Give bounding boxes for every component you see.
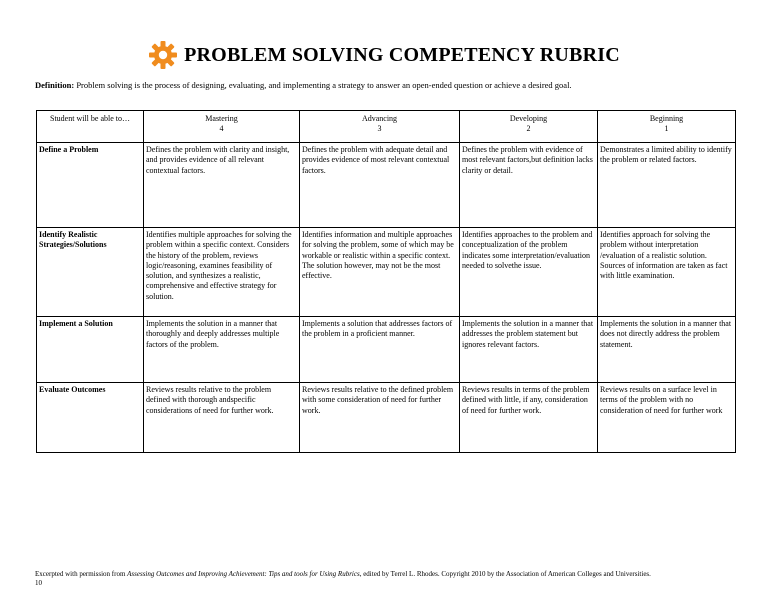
gear-icon xyxy=(148,40,178,70)
criterion-cell: Define a Problem xyxy=(37,143,144,228)
header-level-mastering xyxy=(144,111,300,143)
rubric-cell: Reviews results in terms of the problem defined with little, if any, consideration of need for further work. xyxy=(460,383,598,453)
rubric-cell: Identifies approaches to the problem and conceptualization of the problem indicates some interpretation/evaluation needed to solvethe issue. xyxy=(460,228,598,317)
level-name: Mastering xyxy=(205,114,238,123)
rubric-cell: Implements the solution in a manner that thoroughly and deeply addresses multiple factors of the problem. xyxy=(144,317,300,383)
definition xyxy=(35,80,735,90)
rubric-cell: Identifies multiple approaches for solving the problem within a specific context. Considers the history of the problem, reviews logic/reasoning, examines feasibility of solution, and synthesizes a realistic, comprehensive and effective strategy for solution. xyxy=(144,228,300,317)
header-corner: Student will be able to… xyxy=(37,111,144,143)
table-row xyxy=(37,228,736,317)
rubric-cell: Reviews results on a surface level in terms of the problem with no consideration of need for further work xyxy=(598,383,736,453)
rubric-table xyxy=(36,110,736,453)
table-row xyxy=(37,317,736,383)
rubric-cell: Implements the solution in a manner that addresses the problem statement but ignores relevant factors. xyxy=(460,317,598,383)
table-header-row xyxy=(37,111,736,143)
footer xyxy=(35,570,755,588)
rubric-cell: Reviews results relative to the problem defined with thorough andspecific considerations of need for further work. xyxy=(144,383,300,453)
header-level-beginning xyxy=(598,111,736,143)
level-name: Developing xyxy=(509,114,548,123)
criterion-cell: Identify Realistic Strategies/Solutions xyxy=(37,228,144,317)
criterion-cell: Evaluate Outcomes xyxy=(37,383,144,453)
table-row xyxy=(37,143,736,228)
level-score: 2 xyxy=(526,124,531,134)
footer-post: , edited by Terrel L. Rhodes. Copyright 2010 by the Association of American Colleges and Universities. xyxy=(359,570,651,578)
rubric-cell: Defines the problem with adequate detail and provides evidence of most relevant contextual factors. xyxy=(300,143,460,228)
rubric-cell: Implements the solution in a manner that does not directly address the problem statement. xyxy=(598,317,736,383)
header-level-developing xyxy=(460,111,598,143)
criterion-cell: Implement a Solution xyxy=(37,317,144,383)
level-name: Beginning xyxy=(649,114,684,123)
rubric-cell: Reviews results relative to the defined problem with some consideration of need for further work. xyxy=(300,383,460,453)
header-level-advancing xyxy=(300,111,460,143)
rubric-cell: Implements a solution that addresses factors of the problem in a proficient manner. xyxy=(300,317,460,383)
level-score: 4 xyxy=(219,124,224,134)
rubric-cell: Identifies approach for solving the problem without interpretation /evaluation of a realistic solution. Sources of information are taken as fact with little examination. xyxy=(598,228,736,317)
definition-label: Definition: xyxy=(35,80,75,90)
rubric-cell: Defines the problem with evidence of most relevant factors,but definition lacks clarity or detail. xyxy=(460,143,598,228)
level-name: Advancing xyxy=(361,114,398,123)
table-row xyxy=(37,383,736,453)
footer-pre: Excerpted with permission from xyxy=(35,570,128,578)
level-score: 1 xyxy=(664,124,669,134)
footer-citation xyxy=(35,570,755,579)
footer-book-title: Assessing Outcomes and Improving Achievement: Tips and tools for Using Rubrics xyxy=(127,570,360,578)
title-row xyxy=(0,40,768,70)
rubric-cell: Demonstrates a limited ability to identify the problem or related factors. xyxy=(598,143,736,228)
page-number: 10 xyxy=(35,579,42,587)
page-title: PROBLEM SOLVING COMPETENCY RUBRIC xyxy=(184,43,620,66)
definition-text: Problem solving is the process of designing, evaluating, and implementing a strategy to answer an open-ended question or achieve a desired goal. xyxy=(74,80,572,90)
rubric-cell: Identifies information and multiple approaches for solving the problem, some of which may be workable or realistic within a specific context. The solution however, may not be the most effective. xyxy=(300,228,460,317)
rubric-cell: Defines the problem with clarity and insight, and provides evidence of all relevant contextual factors. xyxy=(144,143,300,228)
level-score: 3 xyxy=(377,124,382,134)
